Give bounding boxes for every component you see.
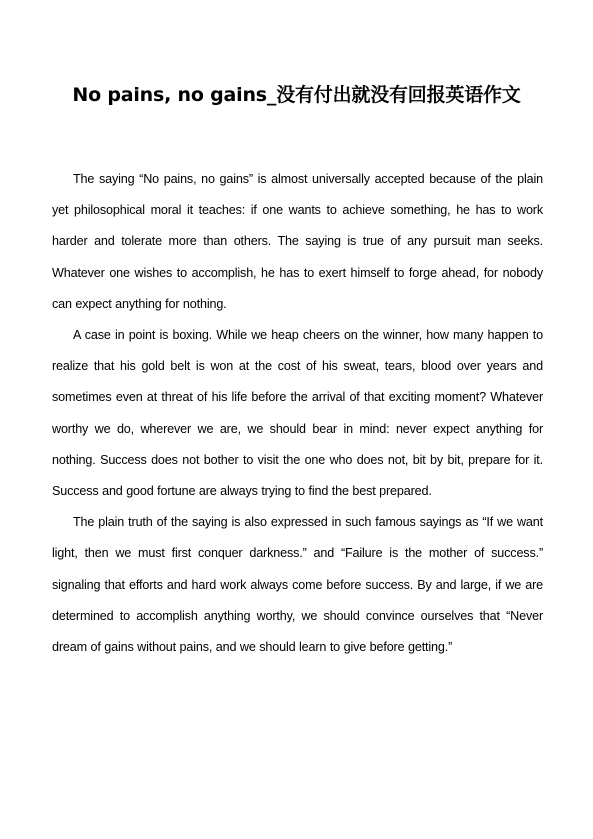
paragraph-2: A case in point is boxing. While we heap cheers on the winner, how many happen to realize that his gold belt is won at the cost of his sweat, tears, blood over years and sometimes even at threat of his life before the arrival of that exciting moment? Whatever worthy we do, wherever we are, we should bear in mind: never expect anything for nothing. Success does not bother to visit the one who does not, bit by bit, prepare for it. Success and good fortune are always trying to find the best prepared.	[52, 328, 543, 499]
paragraph-1: The saying “No pains, no gains” is almost universally accepted because of the plain yet philosophical moral it teaches: if one wants to achieve something, he has to work harder and tolerate more than others. The saying is true of any pursuit man seeks. Whatever one wishes to accomplish, he has to exert himself to forge ahead, for nobody can expect anything for nothing.	[52, 172, 543, 311]
paragraph-3: The plain truth of the saying is also expressed in such famous sayings as “If we want light, then we must first conquer darkness.” and “Failure is the mother of success.” signaling that efforts and hard work always come before success. By and large, if we are determined to accomplish anything worthy, we should convince ourselves that “Never dream of gains without pains, and we should learn to give before getting.”	[52, 515, 543, 655]
document-title: No pains, no gains_没有付出就没有回报英语作文	[72, 84, 521, 106]
document-body	[52, 164, 543, 663]
